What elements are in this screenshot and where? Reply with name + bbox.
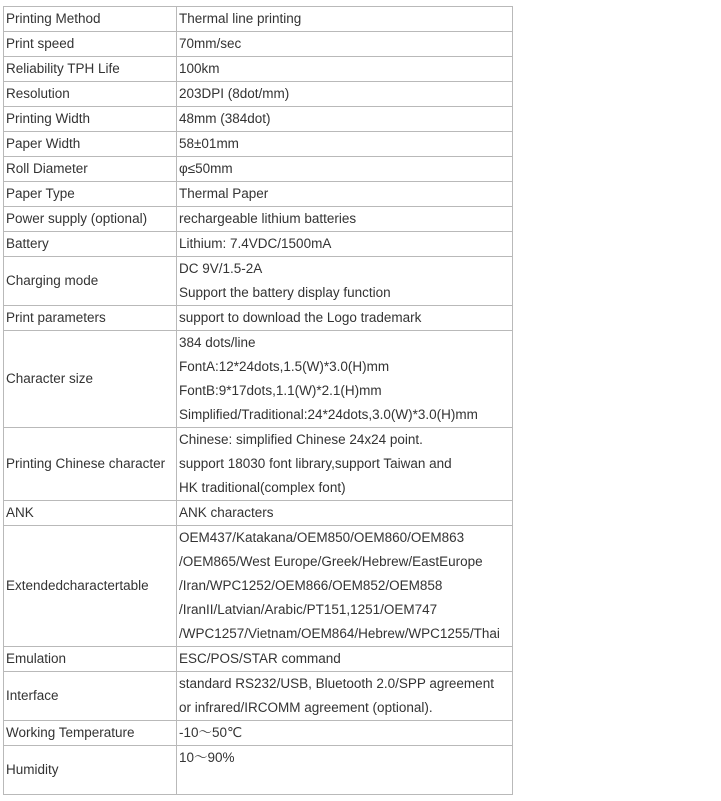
spec-value [177,57,513,82]
spec-row [4,331,513,428]
spec-value-line: ANK characters [179,505,274,520]
spec-label: Print speed [4,32,177,57]
spec-label: Power supply (optional) [4,207,177,232]
spec-row [4,672,513,721]
spec-value-line: DC 9V/1.5-2A [179,261,263,276]
spec-value-line: or infrared/IRCOMM agreement (optional). [179,700,433,715]
spec-label: Paper Type [4,182,177,207]
spec-table [3,6,513,795]
spec-label: Character size [4,331,177,428]
spec-label: Paper Width [4,132,177,157]
spec-label: Battery [4,232,177,257]
spec-row [4,157,513,182]
spec-value-line: /OEM865/West Europe/Greek/Hebrew/EastEurope [179,554,483,569]
spec-value-line: Thermal line printing [179,11,302,26]
spec-value-line: 48mm (384dot) [179,111,271,126]
spec-value-line: φ≤50mm [179,161,233,176]
spec-label: ANK [4,501,177,526]
spec-value-line: Support the battery display function [179,285,391,300]
spec-value [177,107,513,132]
spec-value [177,647,513,672]
spec-value-line: 384 dots/line [179,335,256,350]
spec-label: Printing Width [4,107,177,132]
spec-label: Working Temperature [4,721,177,746]
spec-row [4,306,513,331]
spec-label: Humidity [4,746,177,795]
spec-row [4,82,513,107]
spec-value-line: 203DPI (8dot/mm) [179,86,290,101]
spec-value [177,257,513,306]
spec-row [4,501,513,526]
spec-label: Reliability TPH Life [4,57,177,82]
spec-value [177,182,513,207]
spec-label: Printing Method [4,7,177,32]
spec-label: Extendedcharactertable [4,526,177,647]
spec-row [4,232,513,257]
spec-row [4,182,513,207]
spec-row [4,32,513,57]
spec-table-body [4,7,513,795]
spec-value-line: /Iran/WPC1252/OEM866/OEM852/OEM858 [179,578,443,593]
spec-value-line: Thermal Paper [179,186,269,201]
spec-value [177,132,513,157]
spec-value-line: rechargeable lithium batteries [179,211,357,226]
spec-value-line: 100km [179,61,220,76]
spec-value-line: FontB:9*17dots,1.1(W)*2.1(H)mm [179,383,382,398]
spec-value [177,232,513,257]
spec-label: Charging mode [4,257,177,306]
spec-row [4,7,513,32]
spec-value [177,746,513,795]
spec-value [177,721,513,746]
spec-row [4,647,513,672]
spec-row [4,526,513,647]
spec-value [177,331,513,428]
spec-value-line: Lithium: 7.4VDC/1500mA [179,236,332,251]
spec-label: Roll Diameter [4,157,177,182]
spec-value-line: HK traditional(complex font) [179,480,346,495]
spec-value-line: Simplified/Traditional:24*24dots,3.0(W)*3.0(H)mm [179,407,478,422]
spec-value [177,428,513,501]
spec-row [4,721,513,746]
spec-label: Interface [4,672,177,721]
spec-value-line: support to download the Logo trademark [179,310,422,325]
spec-label: Print parameters [4,306,177,331]
spec-value-line: /WPC1257/Vietnam/OEM864/Hebrew/WPC1255/Thai [179,626,500,641]
spec-value [177,157,513,182]
spec-value-line: 70mm/sec [179,36,242,51]
spec-value [177,207,513,232]
spec-value-line: OEM437/Katakana/OEM850/OEM860/OEM863 [179,530,465,545]
spec-value [177,82,513,107]
spec-label: Emulation [4,647,177,672]
spec-value-line: /IranII/Latvian/Arabic/PT151,1251/OEM747 [179,602,438,617]
spec-row [4,746,513,795]
spec-row [4,132,513,157]
spec-label: Resolution [4,82,177,107]
spec-value-line: ESC/POS/STAR command [179,651,341,666]
spec-value [177,501,513,526]
spec-value [177,7,513,32]
spec-value-line: support 18030 font library,support Taiwan and [179,456,452,471]
spec-row [4,57,513,82]
spec-value-line [179,770,512,794]
spec-value-line: Chinese: simplified Chinese 24x24 point. [179,432,423,447]
spec-value [177,306,513,331]
spec-value-line: 58±01mm [179,136,239,151]
spec-row [4,107,513,132]
spec-value-line: 10～90% [179,750,235,765]
spec-row [4,207,513,232]
spec-value-line: FontA:12*24dots,1.5(W)*3.0(H)mm [179,359,390,374]
spec-row [4,257,513,306]
spec-value-line: standard RS232/USB, Bluetooth 2.0/SPP agreement [179,676,494,691]
spec-value [177,32,513,57]
spec-row [4,428,513,501]
spec-value-line: -10～50℃ [179,725,243,740]
spec-value [177,526,513,647]
spec-value [177,672,513,721]
spec-label: Printing Chinese character [4,428,177,501]
